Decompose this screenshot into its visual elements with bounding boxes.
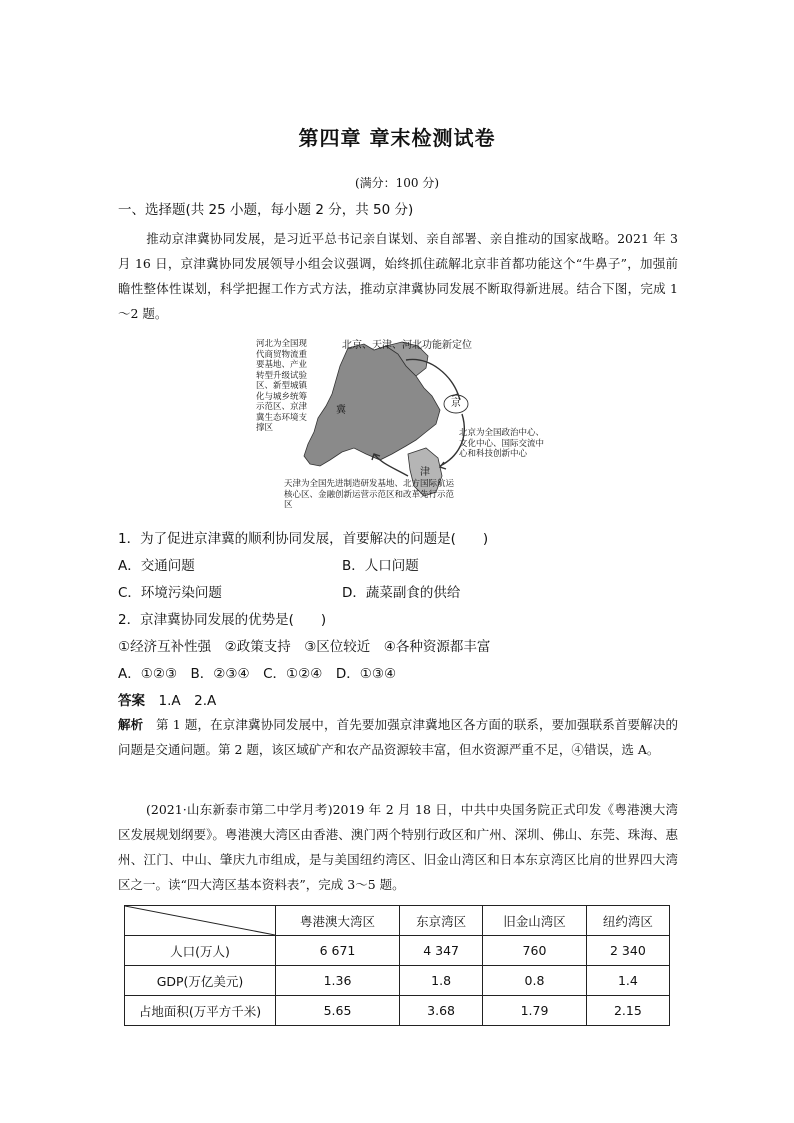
row-label: 占地面积(万平方千米) xyxy=(125,996,276,1026)
tianjin-caption: 天津为全国先进制造研发基地、北方国际航运核心区、金融创新运营示范区和改革先行示范区 xyxy=(284,479,455,510)
table-header: 粤港澳大湾区 xyxy=(276,906,400,936)
label-jing: 京 xyxy=(451,398,461,409)
analysis-label: 解析 xyxy=(118,717,144,732)
beijing-caption: 北京为全国政治中心、文化中心、国际交流中心和科技创新中心 xyxy=(459,428,545,459)
hebei-caption: 河北为全国现代商贸物流重要基地、产业转型升级试验区、新型城镇化与城乡统筹示范区、京津冀生态环境支撑区 xyxy=(256,339,308,433)
q2-stem: 2．京津冀协同发展的优势是( ) xyxy=(118,612,327,628)
bay-area-table xyxy=(124,905,670,1026)
table-header: 旧金山湾区 xyxy=(483,906,587,936)
bay-area-paragraph-text: (2021·山东新泰市第二中学月考)2019 年 2 月 18 日，中共中央国务院正式印发《粤港澳大湾区发展规划纲要》。粤港澳大湾区由香港、澳门两个特别行政区和广州、深圳、佛山、东莞、珠海、惠州、江门、中山、肇庆九市组成，是与美国纽约湾区、旧金山湾区和日本东京湾区比肩的世界四大湾区之一。读“四大湾区基本资料表”，完成 3～5 题。 xyxy=(118,802,678,892)
map-title: 北京、天津、河北功能新定位 xyxy=(342,340,472,351)
table-cell: 1.79 xyxy=(483,996,587,1026)
q1-option-c: C．环境污染问题 xyxy=(118,585,222,601)
table-cell: 2 340 xyxy=(586,936,669,966)
answer-text: 1.A 2.A xyxy=(158,693,217,709)
table-header: 纽约湾区 xyxy=(586,906,669,936)
label-jin: 津 xyxy=(420,467,430,478)
table-row xyxy=(125,936,670,966)
analysis-text: 第 1 题，在京津冀协同发展中，首先要加强京津冀地区各方面的联系，要加强联系首要解决的问题是交通问题。第 2 题，该区域矿产和农产品资源较丰富，但水资源严重不足，④错误，选 A。 xyxy=(118,717,678,757)
analysis-paragraph xyxy=(118,712,678,762)
table-cell: 1.36 xyxy=(276,966,400,996)
table-header: 东京湾区 xyxy=(399,906,482,936)
q2-items: ①经济互补性强 ②政策支持 ③区位较近 ④各种资源都丰富 xyxy=(118,639,491,655)
table-row xyxy=(125,996,670,1026)
label-ji: 冀 xyxy=(336,405,346,416)
row-label: GDP(万亿美元) xyxy=(125,966,276,996)
table-corner-cell xyxy=(125,906,276,936)
page-title: 第四章 章末检测试卷 xyxy=(298,126,496,150)
row-label: 人口(万人) xyxy=(125,936,276,966)
q2-options: A．①②③ B．②③④ C．①②④ D．①③④ xyxy=(118,666,397,682)
answer-label: 答案 xyxy=(118,693,145,709)
table-cell: 1.8 xyxy=(399,966,482,996)
q1-option-b: B．人口问题 xyxy=(342,558,419,574)
q1-stem: 1．为了促进京津冀的顺利协同发展，首要解决的问题是( ) xyxy=(118,531,489,547)
table-cell: 760 xyxy=(483,936,587,966)
q1-option-d: D．蔬菜副食的供给 xyxy=(342,585,461,601)
table-cell: 4 347 xyxy=(399,936,482,966)
table-cell: 6 671 xyxy=(276,936,400,966)
table-header-row xyxy=(125,906,670,936)
table-cell: 1.4 xyxy=(586,966,669,996)
q1-option-a: A．交通问题 xyxy=(118,558,195,574)
table-cell: 5.65 xyxy=(276,996,400,1026)
table-cell: 2.15 xyxy=(586,996,669,1026)
region-map-figure xyxy=(256,336,548,516)
intro-paragraph-text: 推动京津冀协同发展，是习近平总书记亲自谋划、亲自部署、亲自推动的国家战略。2021 年 3 月 16 日，京津冀协同发展领导小组会议强调，始终抓住疏解北京非首都功能这个“牛鼻子”，加强前瞻性整体性谋划，科学把握工作方式方法，推动京津冀协同发展不断取得新进展。结合下图，完成 1～2 题。 xyxy=(118,231,678,321)
bay-area-paragraph xyxy=(118,797,678,897)
table-row xyxy=(125,966,670,996)
score-note: (满分：100 分) xyxy=(354,176,440,190)
intro-paragraph xyxy=(118,226,678,326)
table-cell: 0.8 xyxy=(483,966,587,996)
answer-line xyxy=(118,689,216,709)
section-heading: 一、选择题(共 25 小题，每小题 2 分，共 50 分) xyxy=(118,202,414,218)
diagonal-line xyxy=(125,906,275,935)
table-cell: 3.68 xyxy=(399,996,482,1026)
